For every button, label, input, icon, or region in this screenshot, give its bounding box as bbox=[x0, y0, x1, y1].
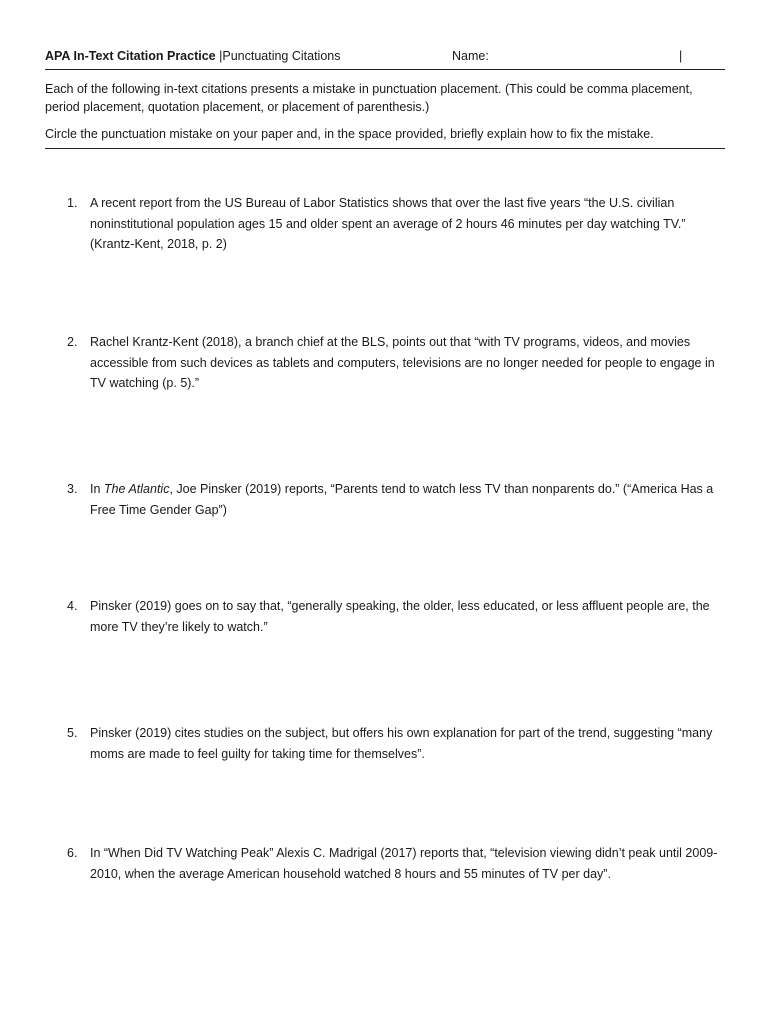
question-text: In “When Did TV Watching Peak” Alexis C. Madrigal (2017) reports that, “television viewing didn’t peak until 2009-2010, when the average American household watched 8 hours and 55 minutes of TV per day”. bbox=[90, 846, 718, 881]
instructions-paragraph-1: Each of the following in-text citations presents a mistake in punctuation placement. (This could be comma placement, period placement, quotation placement, or placement of parenthesis.) bbox=[45, 82, 693, 114]
question-number: 2. bbox=[67, 335, 78, 349]
instructions bbox=[45, 80, 720, 143]
question-1 bbox=[67, 193, 722, 255]
question-text: Pinsker (2019) goes on to say that, “generally speaking, the older, less educated, or less affluent people are, the more TV they’re likely to watch.” bbox=[90, 599, 710, 634]
question-text-prefix: In bbox=[90, 482, 104, 496]
instructions-paragraph-2: Circle the punctuation mistake on your paper and, in the space provided, briefly explain how to fix the mistake. bbox=[45, 127, 654, 141]
question-text-body: , Joe Pinsker (2019) reports, “Parents tend to watch less TV than nonparents do.” (“America Has a Free Time Gender Gap”) bbox=[90, 482, 714, 517]
question-number: 5. bbox=[67, 726, 78, 740]
worksheet-header bbox=[45, 47, 725, 67]
name-label: Name: bbox=[452, 49, 489, 63]
question-3 bbox=[67, 479, 722, 520]
instructions-divider bbox=[45, 148, 725, 149]
question-text bbox=[90, 479, 722, 520]
worksheet-title: APA In-Text Citation Practice bbox=[45, 49, 216, 63]
publication-title: The Atlantic bbox=[103, 482, 170, 496]
question-number: 3. bbox=[67, 482, 78, 496]
question-5 bbox=[67, 723, 722, 764]
question-6 bbox=[67, 843, 722, 884]
question-text: A recent report from the US Bureau of Labor Statistics shows that over the last five years “the U.S. civilian noninstitutional population ages 15 and older spent an average of 2 hours 46 minutes per day watching TV.” (Krantz-Kent, 2018, p. 2) bbox=[90, 196, 686, 251]
question-number: 6. bbox=[67, 846, 78, 860]
worksheet-subtitle: |Punctuating Citations bbox=[215, 49, 341, 63]
question-4 bbox=[67, 596, 722, 637]
question-2 bbox=[67, 332, 722, 394]
question-text: Pinsker (2019) cites studies on the subject, but offers his own explanation for part of the trend, suggesting “many moms are made to feel guilty for taking time for themselves”. bbox=[90, 726, 713, 761]
header-divider bbox=[45, 69, 725, 70]
question-number: 4. bbox=[67, 599, 78, 613]
question-number: 1. bbox=[67, 196, 78, 210]
question-text: Rachel Krantz-Kent (2018), a branch chief at the BLS, points out that “with TV programs, videos, and movies accessible from such devices as tablets and computers, televisions are no longer needed for people to engage in TV watching (p. 5).” bbox=[90, 335, 715, 390]
name-field-end-bar: | bbox=[679, 49, 683, 63]
